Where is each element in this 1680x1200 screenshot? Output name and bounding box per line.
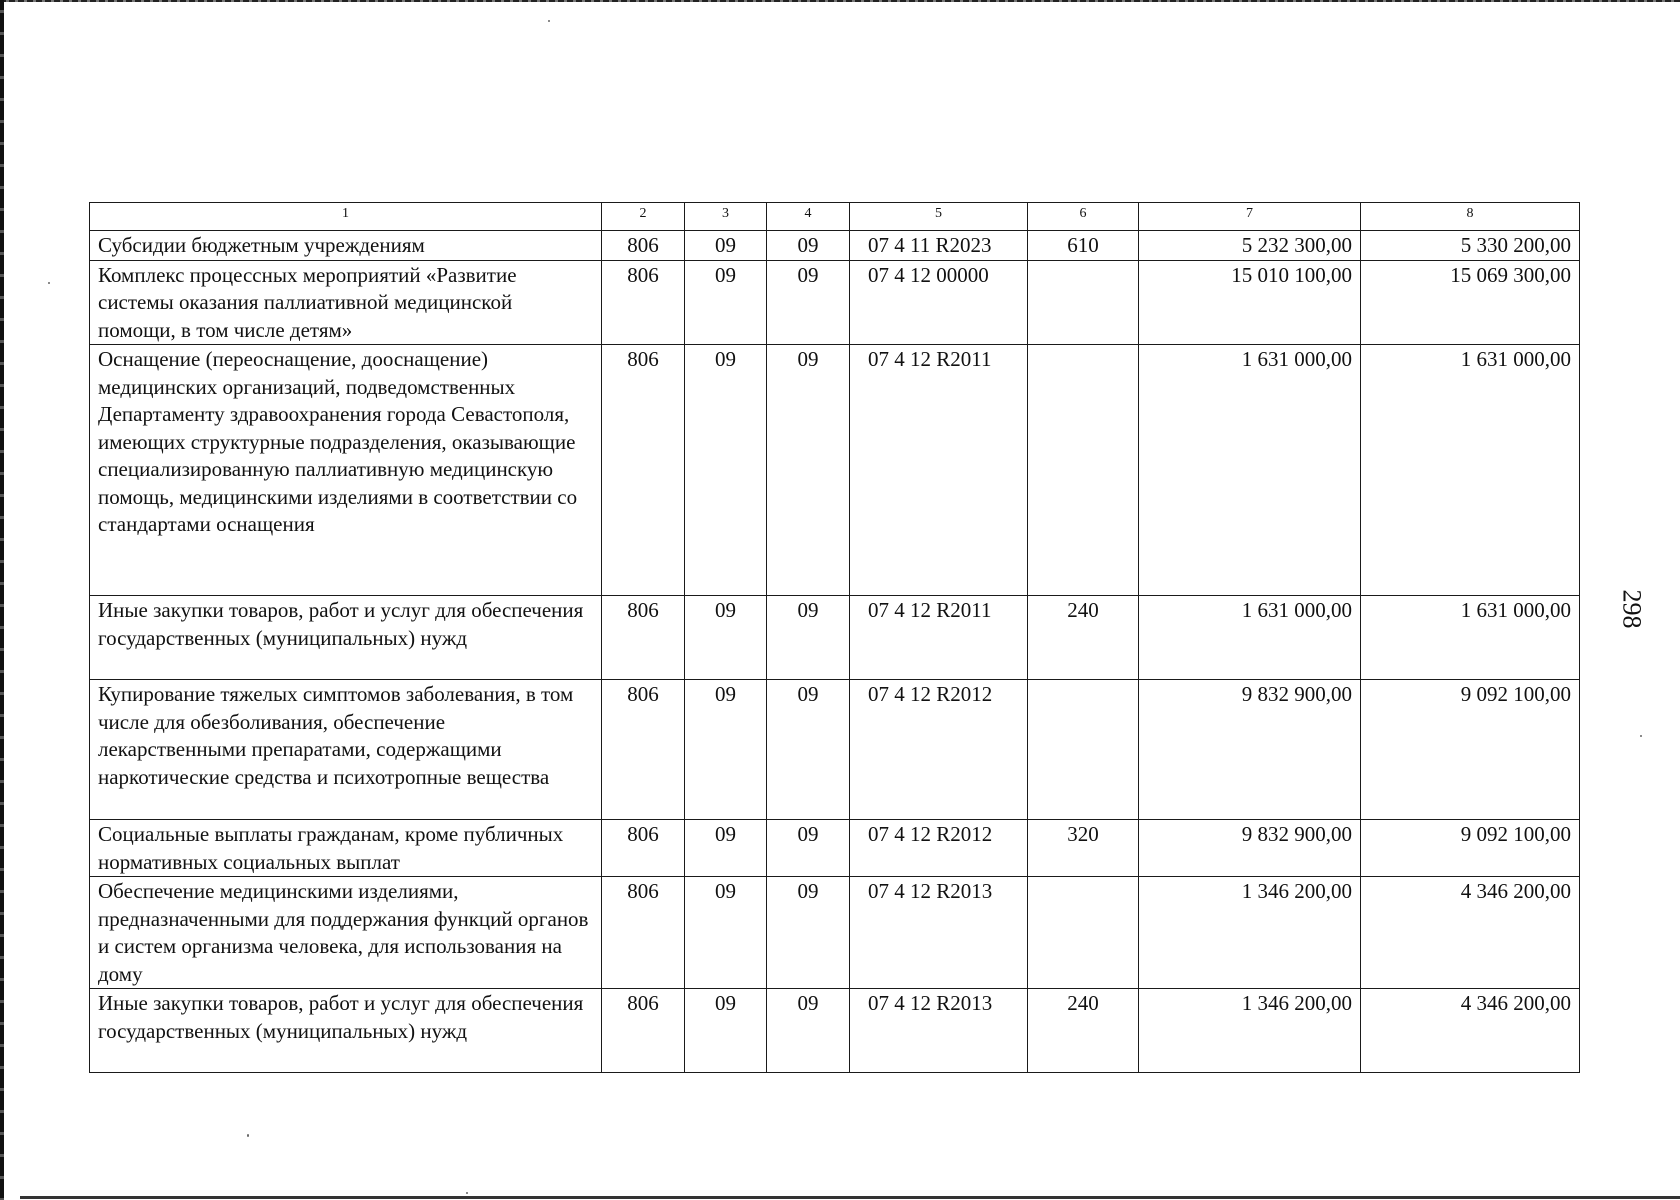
expense-name: Социальные выплаты гражданам, кроме публичных нормативных социальных выплат (90, 820, 602, 877)
expense-type-code (1028, 345, 1139, 596)
expense-name: Обеспечение медицинскими изделиями, предназначенными для поддержания функций органов и систем организма человека, для использования на дому (90, 877, 602, 989)
target-article-code: 07 4 12 R2012 (850, 680, 1028, 820)
table-header-row (90, 203, 1580, 231)
target-article-code: 07 4 12 R2011 (850, 596, 1028, 680)
amount-col7: 9 832 900,00 (1139, 820, 1361, 877)
expense-type-code: 240 (1028, 596, 1139, 680)
target-article-code: 07 4 12 R2012 (850, 820, 1028, 877)
table-row (90, 345, 1580, 596)
table-row (90, 260, 1580, 345)
subsection-code: 09 (767, 989, 850, 1073)
expense-type-code (1028, 877, 1139, 989)
amount-col7: 15 010 100,00 (1139, 260, 1361, 345)
table-row (90, 820, 1580, 877)
scan-speck (48, 282, 50, 284)
section-code: 09 (685, 820, 767, 877)
department-code: 806 (602, 680, 685, 820)
table-row (90, 231, 1580, 261)
scan-border-top (0, 0, 1680, 2)
amount-col8: 4 346 200,00 (1361, 989, 1580, 1073)
page-number: 298 (1617, 589, 1647, 629)
column-header: 3 (685, 203, 767, 231)
amount-col7: 1 346 200,00 (1139, 877, 1361, 989)
expense-type-code (1028, 260, 1139, 345)
expense-type-code: 320 (1028, 820, 1139, 877)
column-header: 5 (850, 203, 1028, 231)
column-header: 4 (767, 203, 850, 231)
amount-col8: 1 631 000,00 (1361, 596, 1580, 680)
scan-speck (466, 1192, 468, 1194)
column-header: 6 (1028, 203, 1139, 231)
amount-col7: 1 631 000,00 (1139, 345, 1361, 596)
department-code: 806 (602, 989, 685, 1073)
department-code: 806 (602, 231, 685, 261)
target-article-code: 07 4 12 R2013 (850, 877, 1028, 989)
scan-border-left (0, 0, 4, 1200)
column-header: 1 (90, 203, 602, 231)
column-header: 8 (1361, 203, 1580, 231)
table-row (90, 596, 1580, 680)
amount-col8: 9 092 100,00 (1361, 680, 1580, 820)
expense-type-code: 240 (1028, 989, 1139, 1073)
section-code: 09 (685, 680, 767, 820)
subsection-code: 09 (767, 231, 850, 261)
subsection-code: 09 (767, 596, 850, 680)
amount-col7: 1 631 000,00 (1139, 596, 1361, 680)
section-code: 09 (685, 260, 767, 345)
target-article-code: 07 4 11 R2023 (850, 231, 1028, 261)
target-article-code: 07 4 12 R2013 (850, 989, 1028, 1073)
section-code: 09 (685, 596, 767, 680)
scan-speck (1640, 735, 1642, 737)
amount-col8: 5 330 200,00 (1361, 231, 1580, 261)
expense-name: Оснащение (переоснащение, дооснащение) медицинских организаций, подведомственных Департаменту здравоохранения города Севастополя, имеющих структурные подразделения, оказывающие специализированную паллиативную медицинскую помощь, медицинскими изделиями в соответствии со стандартами оснащения (90, 345, 602, 596)
subsection-code: 09 (767, 680, 850, 820)
section-code: 09 (685, 231, 767, 261)
expense-name: Субсидии бюджетным учреждениям (90, 231, 602, 261)
department-code: 806 (602, 345, 685, 596)
department-code: 806 (602, 596, 685, 680)
scan-border-bottom (20, 1196, 1680, 1199)
amount-col7: 1 346 200,00 (1139, 989, 1361, 1073)
subsection-code: 09 (767, 877, 850, 989)
expense-type-code (1028, 680, 1139, 820)
amount-col7: 5 232 300,00 (1139, 231, 1361, 261)
department-code: 806 (602, 877, 685, 989)
department-code: 806 (602, 820, 685, 877)
target-article-code: 07 4 12 00000 (850, 260, 1028, 345)
amount-col8: 9 092 100,00 (1361, 820, 1580, 877)
column-header: 7 (1139, 203, 1361, 231)
table-row (90, 989, 1580, 1073)
target-article-code: 07 4 12 R2011 (850, 345, 1028, 596)
expense-name: Комплекс процессных мероприятий «Развитие системы оказания паллиативной медицинской помощи, в том числе детям» (90, 260, 602, 345)
section-code: 09 (685, 877, 767, 989)
subsection-code: 09 (767, 820, 850, 877)
expense-name: Иные закупки товаров, работ и услуг для обеспечения государственных (муниципальных) нужд (90, 596, 602, 680)
column-header: 2 (602, 203, 685, 231)
budget-table (89, 202, 1580, 1073)
table-row (90, 877, 1580, 989)
amount-col8: 15 069 300,00 (1361, 260, 1580, 345)
department-code: 806 (602, 260, 685, 345)
scan-speck (247, 1134, 249, 1137)
subsection-code: 09 (767, 260, 850, 345)
expense-name: Купирование тяжелых симптомов заболевания, в том числе для обезболивания, обеспечение лекарственными препаратами, содержащими наркотические средства и психотропные вещества (90, 680, 602, 820)
section-code: 09 (685, 989, 767, 1073)
amount-col7: 9 832 900,00 (1139, 680, 1361, 820)
expense-name: Иные закупки товаров, работ и услуг для обеспечения государственных (муниципальных) нужд (90, 989, 602, 1073)
table-row (90, 680, 1580, 820)
amount-col8: 4 346 200,00 (1361, 877, 1580, 989)
subsection-code: 09 (767, 345, 850, 596)
expense-type-code: 610 (1028, 231, 1139, 261)
section-code: 09 (685, 345, 767, 596)
scan-speck (548, 20, 550, 22)
amount-col8: 1 631 000,00 (1361, 345, 1580, 596)
